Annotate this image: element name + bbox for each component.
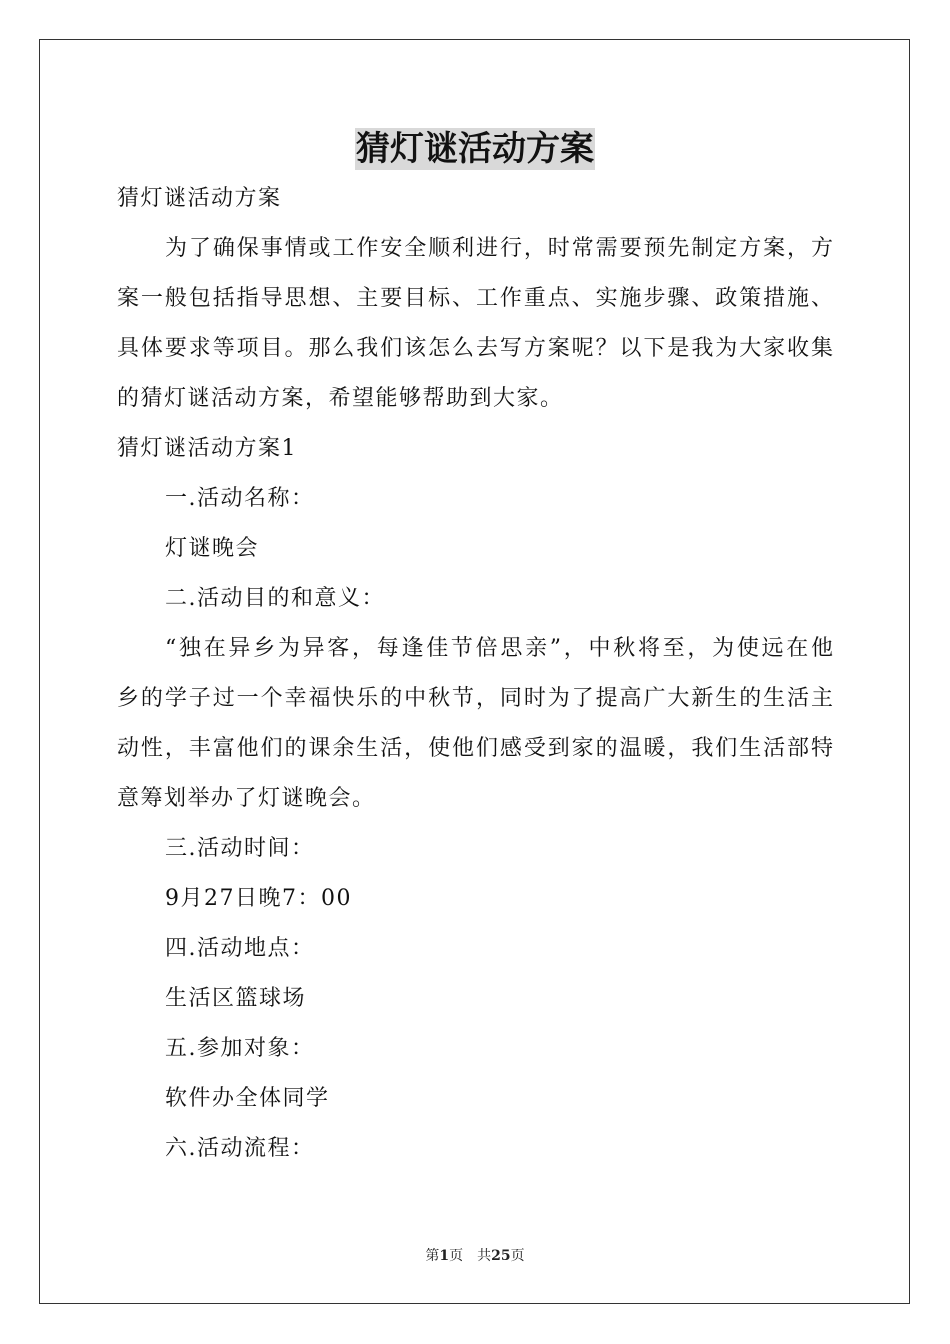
paragraph-line: “独在异乡为异客，每逢佳节倍思亲”，中秋将至，为使远在他 [165,636,833,661]
item-heading: 六.活动流程： [165,1136,315,1161]
footer-page-number: 1 [439,1248,450,1264]
footer-total-suffix: 页 [510,1248,525,1264]
item-heading: 五.参加对象： [165,1036,315,1061]
page-footer [0,1246,950,1266]
footer-total-prefix: 共 [477,1248,492,1264]
paragraph-line: 为了确保事情或工作安全顺利进行，时常需要预先制定方案，方 [165,236,833,261]
paragraph-line: 具体要求等项目。那么我们该怎么去写方案呢？以下是我为大家收集 [117,336,833,361]
paragraph-line: 案一般包括指导思想、主要目标、工作重点、实施步骤、政策措施、 [117,286,833,311]
footer-page-prefix: 第 [425,1248,440,1264]
item-heading: 一.活动名称： [165,486,315,511]
footer-page-suffix: 页 [449,1248,464,1264]
item-heading: 二.活动目的和意义： [165,586,385,611]
document-title: 猜灯谜活动方案 [356,129,594,169]
paragraph-line: 乡的学子过一个幸福快乐的中秋节，同时为了提高广大新生的生活主 [117,686,833,711]
paragraph-line: 动性，丰富他们的课余生活，使他们感受到家的温暖，我们生活部特 [117,736,833,761]
document-title-wrap [0,128,950,170]
paragraph-line: 的猜灯谜活动方案，希望能够帮助到大家。 [117,386,564,411]
footer-total-pages: 25 [491,1248,511,1264]
item-heading: 四.活动地点： [165,936,315,961]
item-text: 9月27日晚7：00 [165,886,352,911]
item-text: 生活区篮球场 [165,986,307,1011]
document-body [117,174,833,1174]
paragraph-line: 意筹划举办了灯谜晚会。 [117,786,376,811]
section-heading: 猜灯谜活动方案1 [117,436,297,461]
subtitle-line: 猜灯谜活动方案 [117,186,282,211]
item-heading: 三.活动时间： [165,836,315,861]
item-text: 软件办全体同学 [165,1086,330,1111]
item-text: 灯谜晚会 [165,536,260,561]
